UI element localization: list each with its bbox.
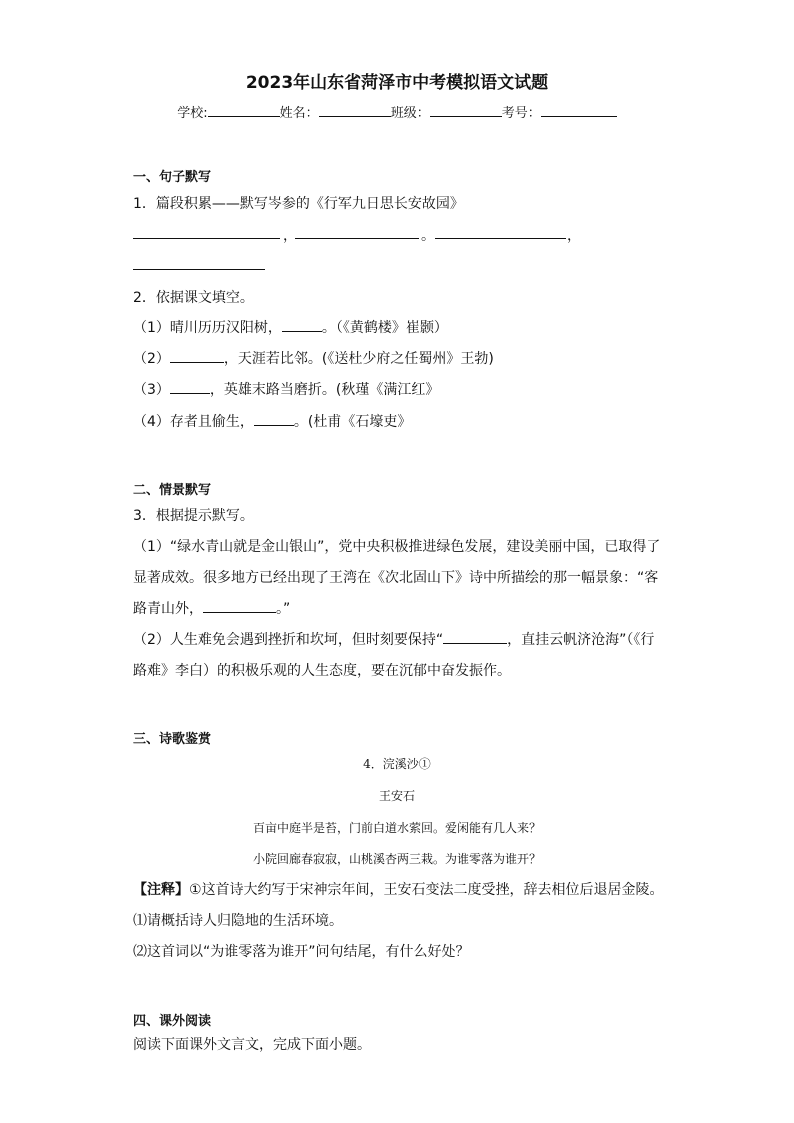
poem-line-2: 小院回廊春寂寂，山桃溪杏两三栽。为谁零落为谁开？ [252, 852, 541, 866]
q3-p1-line3-text: 路青山外， [133, 601, 203, 617]
q3-p1-line1: （1）“绿水青山就是金山银山”，党中央积极推进绿色发展，建设美丽中国，已取得了 [133, 539, 661, 555]
section-heading-4: 四、课外阅读 [133, 1014, 212, 1029]
q3-p1-blank[interactable] [203, 600, 276, 613]
q2-item-2 [133, 348, 494, 368]
q2-stem: 2．依据课文填空。 [133, 290, 254, 306]
note-text: 这首诗大约写于宋神宗年间，王安石变法二度受挫，辞去相位后退居金陵。 [201, 882, 664, 898]
q1-sep-3: ， [567, 228, 581, 244]
q1-blank-2[interactable] [295, 238, 419, 239]
section-heading-2: 二、情景默写 [133, 483, 212, 498]
exam-no-label: 考号： [501, 106, 541, 121]
student-info-line [0, 102, 794, 121]
q4-sub-2: ⑵这首词以“为谁零落为谁开”问句结尾，有什么好处？ [133, 944, 470, 960]
q2-item-3-text: （3） [133, 382, 170, 398]
section-heading-1: 一、句子默写 [133, 170, 212, 185]
q2-item-4-text: （4）存者且偷生， [133, 414, 254, 430]
q3-p1-line3 [133, 598, 290, 618]
section-heading-3: 三、诗歌鉴赏 [133, 732, 212, 747]
q2-item-1-blank[interactable] [282, 319, 322, 332]
q3-p2-line1-end: ，直挂云帆济沧海”（《行 [507, 632, 655, 648]
note-mark: ① [189, 882, 202, 898]
q3-p1-line2: 显著成效。很多地方已经出现了王湾在《次北固山下》诗中所描绘的那一幅景象：“客 [133, 570, 659, 586]
q3-stem: 3．根据提示默写。 [133, 508, 254, 524]
q3-p2-line1 [133, 629, 654, 649]
q2-item-2-text: （2） [133, 351, 170, 367]
q2-item-1-source: 。（《黄鹤楼》崔颢） [321, 320, 448, 336]
q2-item-3 [133, 379, 439, 399]
q2-item-4 [133, 411, 411, 431]
q3-p2-blank[interactable] [443, 631, 507, 644]
q2-item-2-source: ，天涯若比邻。(《送杜少府之任蜀州》王勃) [223, 351, 494, 367]
school-blank[interactable] [208, 104, 280, 117]
q1-blank-1[interactable] [133, 238, 280, 239]
class-blank[interactable] [430, 104, 502, 117]
name-label: 姓名： [279, 106, 319, 121]
q4-sub-1: ⑴请概括诗人归隐地的生活环境。 [133, 913, 343, 929]
poem-author: 王安石 [378, 789, 415, 803]
q2-item-4-source: 。(杜甫《石壕吏》 [293, 414, 412, 430]
poem-note [133, 879, 664, 899]
poem-title: 4．浣溪沙① [363, 757, 431, 771]
q3-p2-line2: 路难》李白）的积极乐观的人生态度，要在沉郁中奋发振作。 [133, 663, 511, 679]
q3-p2-line1-text: （2）人生难免会遇到挫折和坎坷，但时刻要保持“ [133, 632, 444, 648]
q3-p1-line3-end: 。” [276, 601, 291, 617]
q1-blank-4[interactable] [133, 269, 265, 270]
page-title: 2023年山东省菏泽市中考模拟语文试题 [245, 73, 549, 93]
school-label: 学校: [177, 106, 208, 121]
q2-item-4-blank[interactable] [254, 413, 294, 426]
section-4-intro: 阅读下面课外文言文，完成下面小题。 [133, 1037, 371, 1053]
q2-item-3-blank[interactable] [170, 381, 210, 394]
class-label: 班级： [390, 106, 430, 121]
poem-line-1: 百亩中庭半是苔，门前白道水萦回。爱闲能有几人来？ [252, 821, 541, 835]
q2-item-3-source: ，英雄末路当磨折。(秋瑾《满江红》 [209, 382, 440, 398]
exam-no-blank[interactable] [541, 104, 617, 117]
name-blank[interactable] [319, 104, 391, 117]
note-label: 【注释】 [133, 882, 189, 898]
q1-stem: 1．篇段积累——默写岑参的《行军九日思长安故园》 [133, 196, 464, 212]
q1-blank-3[interactable] [435, 238, 566, 239]
q2-item-1-text: （1）晴川历历汉阳树， [133, 320, 282, 336]
q2-item-1 [133, 317, 448, 337]
q2-item-2-blank[interactable] [170, 350, 224, 363]
q1-sep-1: ， [283, 228, 297, 244]
q1-sep-2: 。 [421, 228, 435, 244]
